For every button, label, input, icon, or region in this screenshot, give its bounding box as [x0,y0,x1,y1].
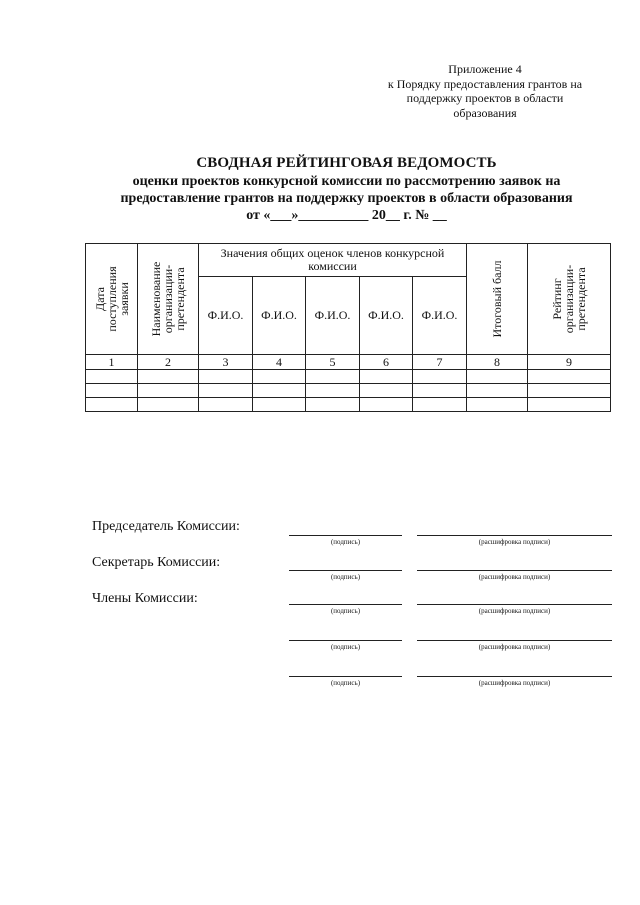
column-number: 8 [467,355,528,370]
table-cell [360,384,413,398]
table-cell [138,398,199,412]
column-number: 3 [199,355,253,370]
column-number: 7 [413,355,467,370]
header-total-score: Итоговый балл [467,244,528,355]
secretary-label: Секретарь Комиссии: [92,555,221,570]
column-number: 1 [86,355,138,370]
appendix-reference [360,62,610,120]
table-cell [86,384,138,398]
header-member-fio: Ф.И.О. [306,277,360,355]
table-row [86,384,611,398]
decode-line [417,676,612,677]
column-number: 9 [528,355,611,370]
signature-line [289,604,402,605]
signature-line [289,676,402,677]
decode-line [417,570,612,571]
appendix-line: к Порядку предоставления грантов на [387,76,583,91]
signature-line [289,570,402,571]
signature-caption: (подпись) [330,573,361,581]
table-cell [306,398,360,412]
header-organization-name: Наименование организации- претендента [138,244,199,355]
table-cell [199,370,253,384]
table-cell [199,384,253,398]
table-cell [413,384,467,398]
table-cell [528,384,611,398]
table-cell [360,398,413,412]
signature-line [289,535,402,536]
header-organization-rating: Рейтинг организации- претендента [528,244,611,355]
column-number: 6 [360,355,413,370]
decode-caption: (расшифровка подписи) [478,607,551,615]
decode-line [417,535,612,536]
column-number-row [86,355,611,370]
rating-table [85,243,611,412]
table-cell [306,370,360,384]
title-main: СВОДНАЯ РЕЙТИНГОВАЯ ВЕДОМОСТЬ [196,155,497,171]
table-cell [528,370,611,384]
header-member-fio: Ф.И.О. [413,277,467,355]
decode-caption: (расшифровка подписи) [478,679,551,687]
chairman-label: Председатель Комиссии: [92,519,240,534]
appendix-line: Приложение 4 [448,62,522,76]
signature-line [289,640,402,641]
title-date-line: от «___»__________ 20__ г. № __ [246,208,447,223]
header-member-fio: Ф.И.О. [253,277,306,355]
table-cell [528,398,611,412]
table-cell [138,384,199,398]
table-cell [253,384,306,398]
signature-caption: (подпись) [330,607,361,615]
table-row [86,370,611,384]
title-line: оценки проектов конкурсной комиссии по рассмотрению заявок на [132,174,561,189]
header-member-fio: Ф.И.О. [199,277,253,355]
table-cell [253,398,306,412]
table-cell [253,370,306,384]
signature-caption: (подпись) [330,643,361,651]
table-cell [86,398,138,412]
table-cell [467,398,528,412]
column-number: 2 [138,355,199,370]
title-line: предоставление грантов на поддержку проектов в области образования [120,191,573,206]
document-title [40,154,640,224]
table-cell [413,398,467,412]
decode-caption: (расшифровка подписи) [478,573,551,581]
signature-caption: (подпись) [330,679,361,687]
column-number: 4 [253,355,306,370]
header-date-received: Дата поступления заявки [86,244,138,355]
decode-caption: (расшифровка подписи) [478,538,551,546]
table-cell [86,370,138,384]
decode-caption: (расшифровка подписи) [478,643,551,651]
header-member-fio: Ф.И.О. [360,277,413,355]
appendix-line: образования [453,105,517,120]
table-cell [360,370,413,384]
signature-caption: (подпись) [330,538,361,546]
appendix-line: поддержку проектов в области [406,91,564,105]
table-cell [199,398,253,412]
table-cell [138,370,199,384]
table-cell [306,384,360,398]
column-number: 5 [306,355,360,370]
table-cell [467,384,528,398]
table-row [86,398,611,412]
members-label: Члены Комиссии: [92,591,198,606]
header-commission-scores: Значения общих оценок членов конкурсной комиссии [199,244,467,277]
decode-line [417,604,612,605]
table-cell [413,370,467,384]
decode-line [417,640,612,641]
table-cell [467,370,528,384]
